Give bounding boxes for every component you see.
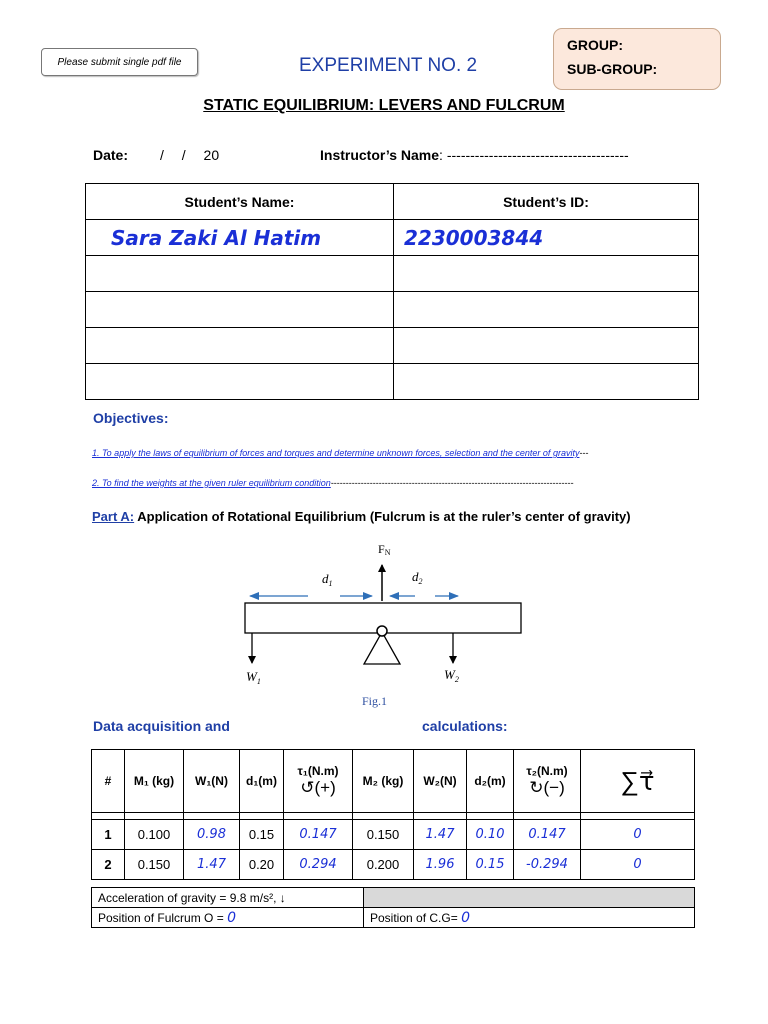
date-value: / / 20 (160, 147, 220, 163)
fn-label: FN (378, 542, 391, 557)
d2-label: $d_2$ (412, 569, 423, 586)
constants-table (91, 887, 695, 928)
objective-2: 2. To find the weights at the given ruler equilibrium condition--------------------------------------------------------------------------------- (92, 478, 574, 488)
data-table (91, 749, 695, 880)
col-tau1: τ₁(N.m) ↺(+) (284, 750, 353, 813)
objective-1: 1. To apply the laws of equilibrium of forces and torques and determine unknown forces, selection and the center of gravity--- (92, 448, 589, 458)
group-box (553, 28, 721, 90)
gravity-cell: Acceleration of gravity = 9.8 m/s², ↓ (92, 888, 364, 908)
student-id-cell: 2230003844 (394, 220, 699, 256)
date-label: Date: (93, 147, 129, 163)
student-name-header: Student’s Name: (86, 184, 394, 220)
experiment-subtitle: STATIC EQUILIBRIUM: LEVERS AND FULCRUM (203, 97, 565, 114)
col-sum-torque: ∑τ⃗ (581, 750, 695, 813)
page-title: EXPERIMENT NO. 2 (299, 55, 478, 76)
fulcrum-triangle (364, 632, 400, 664)
subgroup-label: SUB-GROUP: (567, 61, 658, 77)
fulcrum-pivot (377, 626, 387, 636)
fulcrum-cell: Position of Fulcrum O = 0 (92, 908, 364, 928)
instructor-name-field: Instructor’s Name: --------------------------------------- (320, 147, 629, 163)
table-row: 1 0.100 0.98 0.15 0.147 0.150 1.47 0.10 0.147 0 (92, 820, 695, 850)
w2-label: $W_2$ (444, 667, 459, 684)
col-m1: M₁ (kg) (125, 750, 184, 813)
cg-cell: Position of C.G= 0 (364, 908, 695, 928)
student-id-header: Student’s ID: (394, 184, 699, 220)
student-name-cell: Sara Zaki Al Hatim (86, 220, 394, 256)
table-row: 2 0.150 1.47 0.20 0.294 0.200 1.96 0.15 -0.294 0 (92, 850, 695, 880)
table-row (86, 220, 699, 256)
data-acquisition-title: Data acquisition and (93, 718, 230, 734)
col-num: # (92, 750, 125, 813)
table-row (86, 256, 699, 292)
group-label: GROUP: (567, 37, 623, 53)
w1-label: $W_1$ (246, 669, 261, 686)
col-tau2: τ₂(N.m) ↻(−) (514, 750, 581, 813)
col-d2: d₂(m) (467, 750, 514, 813)
lever-figure (240, 535, 530, 710)
col-w2: W₂(N) (414, 750, 467, 813)
objectives-title: Objectives: (93, 410, 169, 426)
grey-cell (364, 888, 695, 908)
col-d1: d₁(m) (240, 750, 284, 813)
d1-label: $d_1$ (322, 571, 333, 588)
ccw-icon: ↺(+) (300, 778, 336, 797)
part-a-heading: Part A: Application of Rotational Equilibrium (Fulcrum is at the ruler’s center of gravity) (92, 509, 631, 524)
table-row (86, 328, 699, 364)
col-m2: M₂ (kg) (353, 750, 414, 813)
calculations-title: calculations: (422, 718, 508, 734)
submit-note: Please submit single pdf file (41, 48, 198, 76)
col-w1: W₁(N) (184, 750, 240, 813)
figure-caption: Fig.1 (362, 694, 388, 708)
cw-icon: ↻(−) (529, 778, 565, 797)
students-table (85, 183, 699, 400)
table-row (86, 364, 699, 400)
table-row (86, 292, 699, 328)
